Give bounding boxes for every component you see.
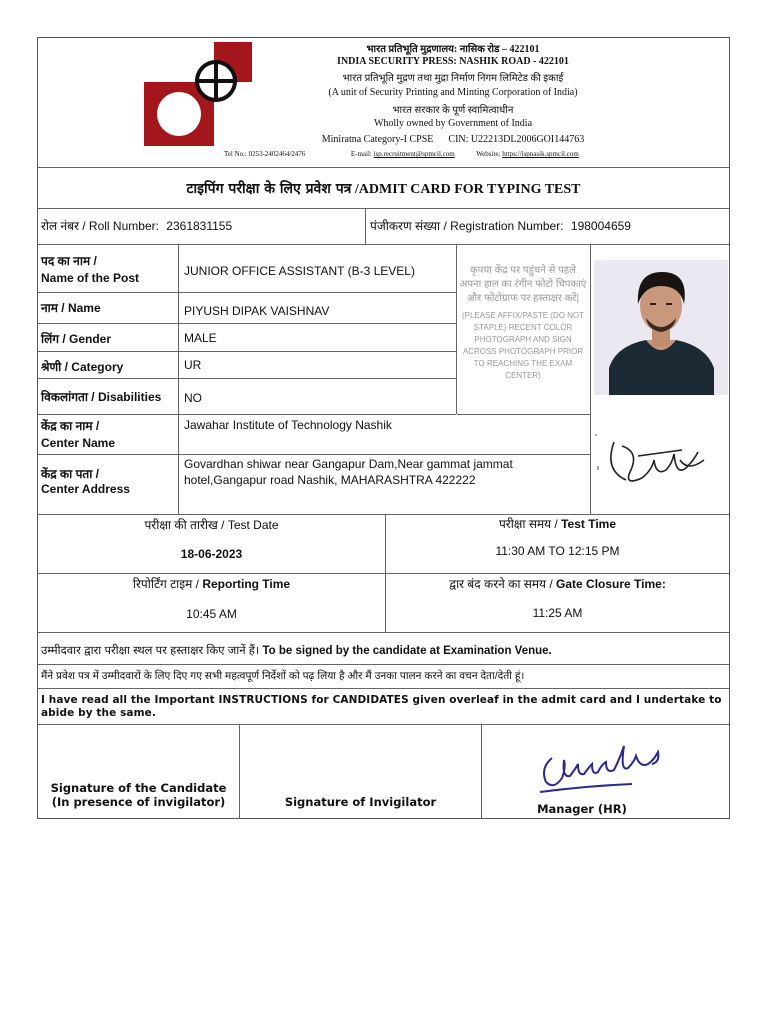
header-hindi-2: भारत प्रतिभूति मुद्रण तथा मुद्रा निर्माण निगम लिमिटेड की इकाई — [342, 73, 564, 84]
disabilities-value: NO — [184, 391, 202, 405]
post-label-english: Name of the Post — [41, 271, 140, 285]
category-label-english: Category — [71, 360, 124, 374]
gender-value: MALE — [184, 331, 217, 345]
test-date-label-hindi: परीक्षा की तारीख / — [144, 518, 228, 532]
name-label — [41, 300, 176, 317]
page-title — [38, 179, 729, 198]
gate-closure-label — [386, 575, 729, 592]
post-label-hindi: पद का नाम / — [41, 254, 97, 268]
reporting-time-label-hindi: रिपोर्टिंग टाइम / — [132, 577, 203, 591]
gate-closure-label-english: Gate Closure Time: — [556, 577, 666, 591]
post-label — [41, 253, 176, 287]
sign-note-english: To be signed by the candidate at Examination Venue. — [262, 645, 552, 657]
roll-number-row — [41, 217, 361, 234]
category-label — [41, 359, 176, 376]
reporting-time-label — [38, 575, 385, 592]
candidate-photo — [594, 260, 728, 395]
gender-label-english: Gender — [69, 332, 112, 346]
website-label: Website: — [476, 150, 501, 158]
telephone: Tel No.: 0253-2402464/2476 — [224, 150, 306, 158]
center-name-label-english: Center Name — [41, 436, 116, 450]
email-link[interactable]: isp.recruitment@spmcil.com — [373, 150, 455, 158]
website-link[interactable]: https://ispnasik.spmcil.com — [502, 150, 579, 158]
center-name-label — [41, 418, 176, 452]
admit-card — [37, 37, 730, 819]
title-hindi: टाइपिंग परीक्षा के लिए प्रवेश पत्र — [186, 181, 352, 197]
category-value: UR — [184, 358, 202, 372]
candidate-photo-signature — [594, 430, 728, 502]
registration-label-hindi: पंजीकरण संख्या / — [370, 219, 451, 233]
registration-row — [370, 217, 726, 234]
invigilator-signature-label: Signature of Invigilator — [284, 795, 437, 809]
title-english: /ADMIT CARD FOR TYPING TEST — [351, 182, 581, 197]
center-address-label-english: Center Address — [41, 482, 130, 496]
disabilities-label-hindi: विकलांगता / — [41, 390, 98, 404]
center-address-label — [41, 467, 176, 497]
test-date-value: 18-06-2023 — [180, 547, 243, 561]
header-text — [233, 38, 673, 168]
contact-line — [224, 150, 684, 158]
photo-instruction — [459, 264, 587, 382]
center-address-value: Govardhan shiwar near Gangapur Dam,Near gammat jammat hotel,Gangapur road Nashik, MAHARASHTRA 422222 — [184, 457, 513, 487]
reporting-time-value: 10:45 AM — [186, 607, 237, 621]
test-time-value: 11:30 AM TO 12:15 PM — [495, 544, 620, 558]
test-time-label — [386, 515, 729, 532]
roll-label-hindi: रोल नंबर / — [41, 219, 89, 233]
gate-closure-label-hindi: द्वार बंद करने का समय / — [449, 577, 557, 591]
roll-label: Roll Number: — [88, 219, 159, 233]
candidate-signature-box — [38, 781, 239, 809]
candidate-signature-sublabel: (In presence of invigilator) — [51, 795, 226, 809]
registration-number-value: 198004659 — [570, 219, 631, 233]
post-value: JUNIOR OFFICE ASSISTANT (B-3 LEVEL) — [184, 264, 415, 278]
header-hindi-3: भारत सरकार के पूर्ण स्वामित्वाधीन — [392, 105, 514, 116]
reporting-time-label-english: Reporting Time — [202, 577, 291, 591]
name-value: PIYUSH DIPAK VAISHNAV — [184, 304, 330, 318]
center-name-value: Jawahar Institute of Technology Nashik — [184, 418, 392, 432]
test-date-label-english: Test Date — [227, 518, 279, 532]
header-owned-by: Wholly owned by Government of India — [373, 118, 533, 129]
category-label-hindi: श्रेणी / — [41, 360, 72, 374]
sign-at-venue-note — [41, 643, 727, 658]
name-label-english: Name — [67, 301, 101, 315]
name-label-hindi: नाम / — [41, 301, 68, 315]
disabilities-label-english: Disabilities — [97, 390, 162, 404]
declaration-english: I have read all the Important INSTRUCTIONS for CANDIDATES given overleaf in the admit card and I undertake to abide by the same. — [41, 694, 722, 719]
disabilities-label — [41, 389, 179, 406]
test-date-label — [38, 516, 385, 533]
candidate-signature-label: Signature of the Candidate — [50, 781, 227, 795]
gender-label — [41, 331, 176, 348]
roll-number-value: 2361831155 — [166, 219, 233, 233]
header-press-name: INDIA SECURITY PRESS: NASHIK ROAD - 422101 — [337, 56, 569, 67]
header-unit-of: (A unit of Security Printing and Minting Corporation of India) — [328, 87, 578, 98]
photo-instruction-english: (PLEASE AFFIX/PASTE (DO NOT STAPLE) RECENT COLOR PHOTOGRAPH AND SIGN ACROSS PHOTOGRAPH PRIOR TO REACHING THE EXAM CENTER) — [461, 311, 585, 380]
sign-note-hindi: उम्मीदवार द्वारा परीक्षा स्थल पर हस्ताक्षर किए जानें हैं। — [41, 645, 263, 657]
center-name-label-hindi: केंद्र का नाम / — [41, 419, 100, 433]
registration-label: Registration Number: — [450, 219, 564, 233]
test-time-label-english: Test Time — [561, 517, 617, 531]
header-hindi-1: भारत प्रतिभूति मुद्रणालय: नासिक रोड – 422101 — [366, 44, 540, 55]
gate-closure-value: 11:25 AM — [532, 606, 583, 620]
email-label: E-mail: — [350, 150, 372, 158]
center-address-label-hindi: केंद्र का पता / — [41, 467, 100, 481]
test-time-label-hindi: परीक्षा समय / — [498, 517, 562, 531]
header-cin: Miniratna Category-I CPSE CIN: U22213DL2006GOI144763 — [321, 134, 585, 145]
manager-signature — [536, 738, 666, 798]
declaration-hindi: मैंने प्रवेश पत्र में उम्मीदवारों के लिए दिए गए सभी महत्वपूर्ण निर्देशों को पढ़ लिया है और मैं उनका पालन करने का वचन देता/देती हूं। — [41, 670, 525, 682]
photo-instruction-hindi: कृपया केंद्र पर पहुंचने से पहले अपना हाल का रंगीन फोटो चिपकाएं और फोटोग्राफ पर हस्ताक्षर करें| — [459, 265, 587, 304]
gender-label-hindi: लिंग / — [41, 332, 70, 346]
manager-hr-label: Manager (HR) — [537, 802, 627, 816]
